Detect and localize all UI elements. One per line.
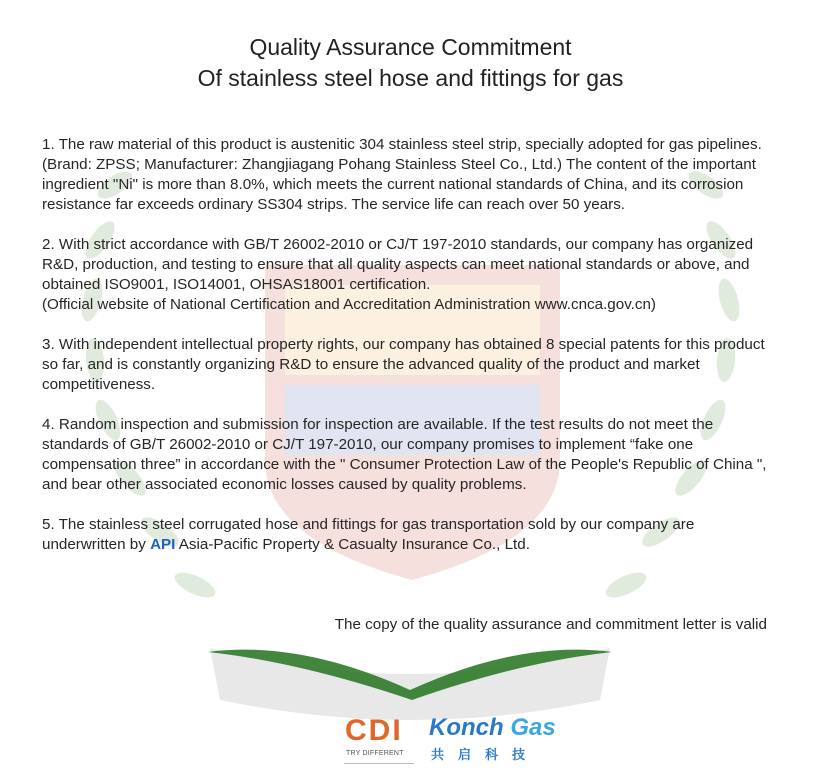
konch-gas-name bbox=[429, 714, 556, 742]
document-title bbox=[0, 32, 821, 94]
api-brand: API bbox=[150, 536, 176, 553]
paragraph-1: 1. The raw material of this product is austenitic 304 stainless steel strip, specially adopted for gas pipelines. (Brand: ZPSS; Manufacturer: Zhangjiagang Pohang Stainless Steel Co., Ltd.) The content of the important ingredient "Ni" is more than 8.0%, which meets the current national standards of China, and its corrosion resistance far exceeds ordinary SS304 strips. The service life can reach over 50 years. bbox=[42, 136, 762, 213]
paragraph-4: 4. Random inspection and submission for inspection are available. If the test results do not meet the standards of GB/T 26002-2010 or CJ/T 197-2010, our company promises to implement “fake one compensation three” in accordance with the " Consumer Protection Law of the People's Republic of China ", and bear other associated economic losses caused by quality problems. bbox=[42, 416, 767, 493]
paragraph-2: 2. With strict accordance with GB/T 26002-2010 or CJ/T 197-2010 standards, our company has organized R&D, production, and testing to ensure that all quality aspects can meet national standards or above, and obtained ISO9001, ISO14001, OHSAS18001 certification. (Official website of National Certification and Accreditation Administration www.cnca.gov.cn) bbox=[42, 236, 754, 313]
paragraph-5-start: 5. The stainless steel corrugated hose and fittings for gas transportation sold by our company are underwritten by bbox=[42, 516, 695, 553]
title-line-1: Quality Assurance Commitment bbox=[249, 34, 572, 60]
paragraph-3: 3. With independent intellectual property rights, our company has obtained 8 special patents for this product so far, and is constantly organizing R&D to ensure the advanced quality of the product and market competitiveness. bbox=[42, 336, 765, 393]
gas-word: Gas bbox=[510, 714, 556, 741]
commitment-body bbox=[42, 135, 782, 575]
title-line-2: Of stainless steel hose and fittings for gas bbox=[197, 65, 624, 91]
paragraph-5 bbox=[42, 515, 782, 555]
cdi-logo-text: CDI bbox=[345, 714, 403, 747]
konch-chinese-name: 共启科技 bbox=[431, 747, 540, 762]
validity-note: The copy of the quality assurance and commitment letter is valid bbox=[334, 616, 767, 633]
cdi-logo bbox=[345, 714, 417, 766]
cdi-tagline: TRY DIFFERENT bbox=[346, 750, 404, 757]
logo-underline bbox=[344, 763, 414, 764]
konch-gas-logo bbox=[429, 714, 559, 766]
paragraph-5-end: Asia-Pacific Property & Casualty Insurance Co., Ltd. bbox=[175, 536, 530, 553]
konch-word: Konch bbox=[429, 714, 511, 741]
